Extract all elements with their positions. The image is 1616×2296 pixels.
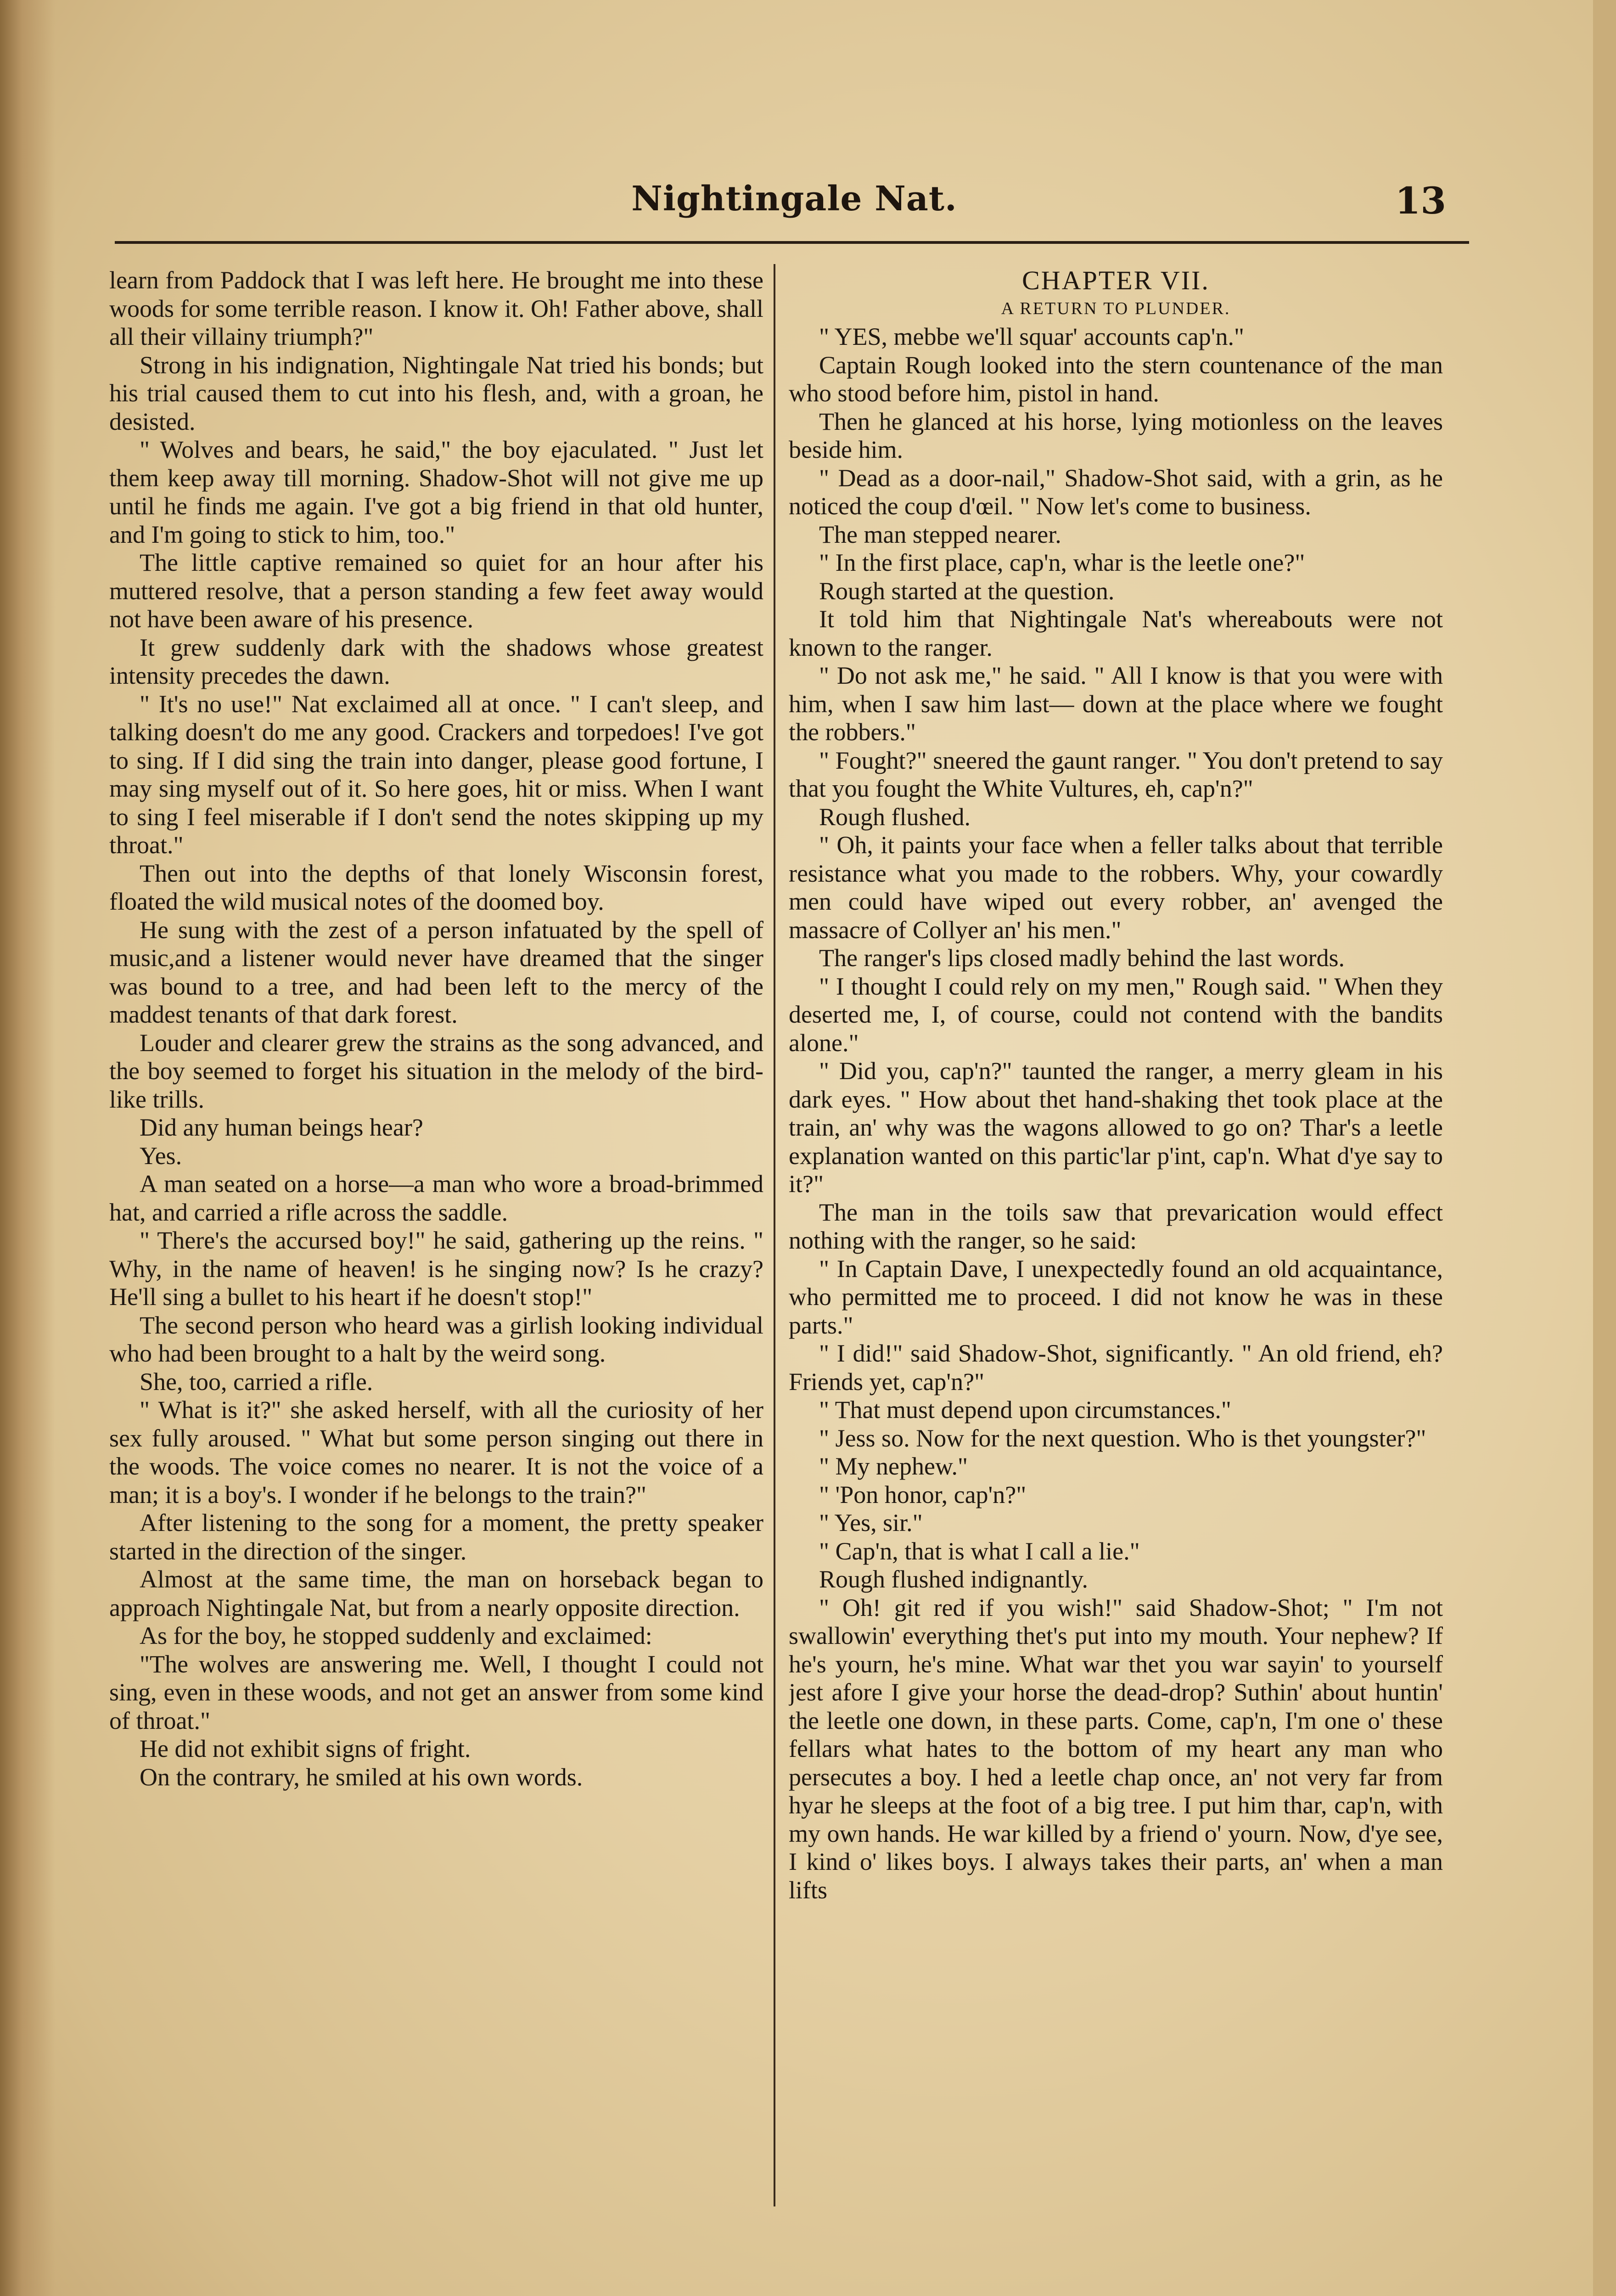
left-column <box>109 266 763 2204</box>
paragraph: Then out into the depths of that lonely Wisconsin forest, floated the wild musical notes of the doomed boy. <box>109 859 763 915</box>
paragraph: Then he glanced at his horse, lying motionless on the leaves beside him. <box>789 407 1443 463</box>
paragraph: " Do not ask me," he said. " All I know is that you were with him, when I saw him last— down at the place where we fought the robbers." <box>789 662 1443 746</box>
paragraph: The little captive remained so quiet for an hour after his muttered resolve, that a person standing a few feet away would not have been aware of his presence. <box>109 549 763 633</box>
binding-gutter-shadow <box>0 0 55 2296</box>
paragraph: A man seated on a horse—a man who wore a broad-brimmed hat, and carried a rifle across the saddle. <box>109 1170 763 1226</box>
paragraph: On the contrary, he smiled at his own words. <box>140 1763 583 1791</box>
paragraph: " What is it?" she asked herself, with all the curiosity of her sex fully aroused. " What but some person singing out there in the woods. The voice comes no nearer. It is not the voice of a man; it is a boy's. I wonder if he belongs to the train?" <box>109 1396 763 1508</box>
paragraph: " Did you, cap'n?" taunted the ranger, a merry gleam in his dark eyes. " How about thet hand-shaking thet took place at the train, an' why was the wagons allowed to go on? Thar's a leetle explanation wanted on this partic'lar p'int, cap'n. What d'ye say to it?" <box>789 1057 1443 1198</box>
paragraph: Rough flushed indignantly. <box>819 1565 1088 1593</box>
header-rule <box>115 241 1469 244</box>
page-header <box>115 179 1474 220</box>
paragraph: " Cap'n, that is what I call a lie." <box>819 1537 1140 1565</box>
column-divider <box>774 264 775 2206</box>
paragraph: " It's no use!" Nat exclaimed all at once. " I can't sleep, and talking doesn't do me any good. Crackers and torpedoes! I've got to sing. If I did sing the train into danger, please good fortune, I may sing myself out of it. So here goes, hit or miss. When I want to sing I feel miserable if I don't send the notes skipping up my throat." <box>109 690 763 859</box>
paragraph: " I did!" said Shadow-Shot, significantly. " An old friend, eh? Friends yet, cap'n?" <box>789 1339 1443 1396</box>
paragraph: " In the first place, cap'n, whar is the leetle one?" <box>819 549 1305 576</box>
paragraph: learn from Paddock that I was left here. He brought me into these woods for some terrible reason. I know it. Oh! Father above, shall all their villainy triumph?" <box>109 266 763 350</box>
paragraph: " Fought?" sneered the gaunt ranger. " You don't pretend to say that you fought the White Vultures, eh, cap'n?" <box>789 746 1443 802</box>
paragraph: The second person who heard was a girlish looking individual who had been brought to a halt by the weird song. <box>109 1311 763 1367</box>
paragraph: It told him that Nightingale Nat's whereabouts were not known to the ranger. <box>789 605 1443 661</box>
paragraph: " I thought I could rely on my men," Rough said. " When they deserted me, I, of course, could not contend with the bandits alone." <box>789 972 1443 1057</box>
chapter-title: CHAPTER VII. <box>1022 266 1210 295</box>
paragraph: The man in the toils saw that prevarication would effect nothing with the ranger, so he said: <box>789 1198 1443 1254</box>
page-number: 13 <box>1395 179 1446 222</box>
paragraph: The ranger's lips closed madly behind the last words. <box>819 944 1345 972</box>
paragraph: After listening to the song for a moment, the pretty speaker started in the direction of the singer. <box>109 1509 763 1565</box>
paragraph: He did not exhibit signs of fright. <box>140 1735 471 1762</box>
paragraph: Strong in his indignation, Nightingale Nat tried his bonds; but his trial caused them to cut into his flesh, and, with a groan, he desisted. <box>109 351 763 435</box>
paragraph: " My nephew." <box>819 1452 968 1480</box>
paragraph: Rough flushed. <box>819 803 971 831</box>
paragraph: As for the boy, he stopped suddenly and exclaimed: <box>140 1622 652 1649</box>
paragraph: " YES, mebbe we'll squar' accounts cap'n." <box>819 323 1245 350</box>
paragraph: " There's the accursed boy!" he said, gathering up the reins. " Why, in the name of heaven! is he singing now? Is he crazy? He'll sing a bullet to his heart if he doesn't stop!" <box>109 1227 763 1311</box>
paragraph: " Oh, it paints your face when a feller talks about that terrible resistance what you made to the robbers. Why, your cowardly men could have wiped out every robber, an' avenged the massacre of Collyer an' his men." <box>789 831 1443 944</box>
paragraph: Almost at the same time, the man on horseback began to approach Nightingale Nat, but from a nearly opposite direction. <box>109 1565 763 1621</box>
paragraph: He sung with the zest of a person infatuated by the spell of music,and a listener would never have dreamed that the singer was bound to a tree, and had been left to the mercy of the maddest tenants of that dark forest. <box>109 916 763 1028</box>
paragraph: " Dead as a door-nail," Shadow-Shot said, with a grin, as he noticed the coup d'œil. " Now let's come to business. <box>789 464 1443 520</box>
running-title: Nightingale Nat. <box>631 179 957 219</box>
paragraph: The man stepped nearer. <box>819 520 1061 548</box>
paragraph: " 'Pon honor, cap'n?" <box>819 1480 1027 1508</box>
paragraph: Captain Rough looked into the stern countenance of the man who stood before him, pistol in hand. <box>789 351 1443 407</box>
paragraph: Louder and clearer grew the strains as the song advanced, and the boy seemed to forget his situation in the melody of the bird-like trills. <box>109 1029 763 1113</box>
page-edge-border <box>1593 0 1616 2296</box>
right-column <box>789 266 1443 2204</box>
chapter-subtitle: A RETURN TO PLUNDER. <box>1001 298 1231 318</box>
paragraph: " Wolves and bears, he said," the boy ejaculated. " Just let them keep away till morning. Shadow-Shot will not give me up until he finds me again. I've got a big friend in that old hunter, and I'm going to stick to him, too." <box>109 436 763 548</box>
paragraph: It grew suddenly dark with the shadows whose greatest intensity precedes the dawn. <box>109 633 763 689</box>
paragraph: " Jess so. Now for the next question. Who is thet youngster?" <box>819 1424 1426 1452</box>
paragraph: Did any human beings hear? <box>140 1114 423 1141</box>
paragraph: " In Captain Dave, I unexpectedly found an old acquaintance, who permitted me to proceed. I did not know he was in these parts." <box>789 1255 1443 1339</box>
paragraph: " Yes, sir." <box>819 1509 923 1536</box>
paragraph: "The wolves are answering me. Well, I thought I could not sing, even in these woods, and not get an answer from some kind of throat." <box>109 1650 763 1734</box>
paragraph: Rough started at the question. <box>819 577 1115 605</box>
paragraph: She, too, carried a rifle. <box>140 1367 373 1396</box>
paragraph: Yes. <box>140 1142 182 1170</box>
paragraph: " That must depend upon circumstances." <box>819 1396 1231 1424</box>
paragraph: " Oh! git red if you wish!" said Shadow-Shot; " I'm not swallowin' everything thet's put into my mouth. Your nephew? If he's yourn, he's mine. What war thet you war sayin' to yourself jest afore I give your horse the dead-drop? Suthin' about huntin' the leetle one down, in these parts. Come, cap'n, I'm one o' these fellars what hates to the bottom of my heart any man who persecutes a boy. I hed a leetle chap once, an' not very far from hyar he sleeps at the foot of a big tree. I put him thar, cap'n, with my own hands. He war killed by a friend o' yourn. Now, d'ye see, I kind o' likes boys. I always takes their parts, an' when a man lifts <box>789 1593 1443 1904</box>
